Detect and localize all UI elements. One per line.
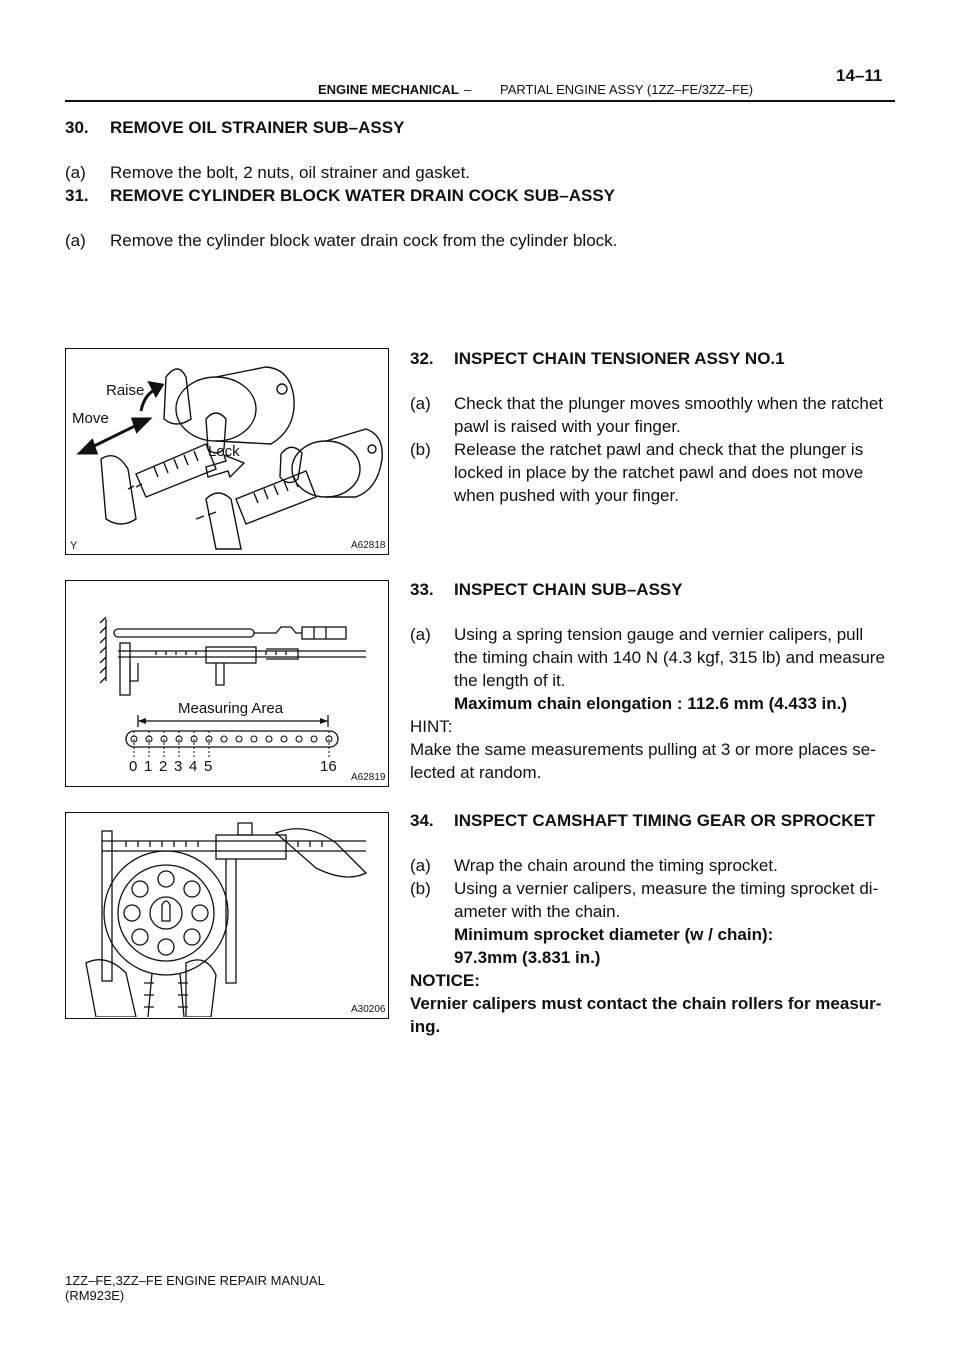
figure-chain-tensioner <box>65 348 389 555</box>
step-34-spec2: 97.3mm (3.831 in.) <box>454 948 601 967</box>
step-34b-mark: (b) <box>410 879 431 898</box>
step-30-number: 30. <box>65 118 89 137</box>
label-link-1: 1 <box>144 758 153 775</box>
header-subsection: PARTIAL ENGINE ASSY (1ZZ–FE/3ZZ–FE) <box>500 82 754 97</box>
step-30a-mark: (a) <box>65 163 86 182</box>
step-34-number: 34. <box>410 811 434 830</box>
step-33a-line2: the timing chain with 140 N (4.3 kgf, 315 lb) and measure <box>454 648 885 667</box>
chain-measurement-illustration <box>66 581 387 785</box>
step-32-number: 32. <box>410 349 434 368</box>
label-raise: Raise <box>106 382 145 399</box>
step-33a-line3: the length of it. <box>454 671 566 690</box>
label-move: Move <box>72 410 109 427</box>
step-33-title: INSPECT CHAIN SUB–ASSY <box>454 580 683 599</box>
step-33a-line1: Using a spring tension gauge and vernier calipers, pull <box>454 625 864 644</box>
label-link-5: 5 <box>204 758 213 775</box>
header-section: ENGINE MECHANICAL <box>318 82 459 97</box>
label-link-3: 3 <box>174 758 183 775</box>
figure-chain-measurement <box>65 580 389 787</box>
label-link-2: 2 <box>159 758 168 775</box>
header-separator: – <box>464 82 472 97</box>
step-34b-line2: ameter with the chain. <box>454 902 621 921</box>
step-31a-text: Remove the cylinder block water drain cock from the cylinder block. <box>110 231 618 250</box>
step-34a-text: Wrap the chain around the timing sprocket. <box>454 856 778 875</box>
step-30a-text: Remove the bolt, 2 nuts, oil strainer and gasket. <box>110 163 471 182</box>
step-31-title: REMOVE CYLINDER BLOCK WATER DRAIN COCK SUB–ASSY <box>110 186 615 205</box>
notice-line1: Vernier calipers must contact the chain rollers for measur- <box>410 994 882 1013</box>
label-measuring-area: Measuring Area <box>178 700 284 717</box>
step-31a-mark: (a) <box>65 231 86 250</box>
sprocket-measurement-illustration <box>66 813 387 1017</box>
label-link-4: 4 <box>189 758 198 775</box>
notice-line2: ing. <box>410 1017 441 1036</box>
step-32b-mark: (b) <box>410 440 431 459</box>
footer-manual-title: 1ZZ–FE,3ZZ–FE ENGINE REPAIR MANUAL <box>65 1273 325 1288</box>
hint-label: HINT: <box>410 717 453 736</box>
footer-manual-code: (RM923E) <box>65 1288 125 1303</box>
step-33-spec: Maximum chain elongation : 112.6 mm (4.433 in.) <box>454 694 848 713</box>
step-33a-mark: (a) <box>410 625 431 644</box>
step-34a-mark: (a) <box>410 856 431 875</box>
figure-sprocket-measurement <box>65 812 389 1019</box>
hint-line1: Make the same measurements pulling at 3 or more places se- <box>410 740 876 759</box>
step-32b-line1: Release the ratchet pawl and check that the plunger is <box>454 440 864 459</box>
step-34b-line1: Using a vernier calipers, measure the timing sprocket di- <box>454 879 879 898</box>
step-32a-line2: pawl is raised with your finger. <box>454 417 681 436</box>
step-32b-line2: locked in place by the ratchet pawl and does not move <box>454 463 864 482</box>
label-lock: Lock <box>208 443 240 460</box>
page-number: 14–11 <box>836 66 883 85</box>
step-30-title: REMOVE OIL STRAINER SUB–ASSY <box>110 118 405 137</box>
label-link-0: 0 <box>129 758 138 775</box>
step-32a-line1: Check that the plunger moves smoothly when the ratchet <box>454 394 884 413</box>
figure-code: A62819 <box>351 772 386 783</box>
figure-code: A62818 <box>351 540 386 551</box>
step-32b-line3: when pushed with your finger. <box>454 486 679 505</box>
step-34-spec1: Minimum sprocket diameter (w / chain): <box>454 925 774 944</box>
hint-line2: lected at random. <box>410 763 542 782</box>
step-32a-mark: (a) <box>410 394 431 413</box>
notice-label: NOTICE: <box>410 971 480 990</box>
header-rule <box>65 100 895 102</box>
step-33-number: 33. <box>410 580 434 599</box>
step-32-title: INSPECT CHAIN TENSIONER ASSY NO.1 <box>454 349 785 368</box>
label-link-16: 16 <box>320 758 337 775</box>
step-31-number: 31. <box>65 186 89 205</box>
step-34-title: INSPECT CAMSHAFT TIMING GEAR OR SPROCKET <box>454 811 876 830</box>
figure-corner-mark: Y <box>70 540 78 552</box>
figure-code: A30206 <box>351 1004 386 1015</box>
